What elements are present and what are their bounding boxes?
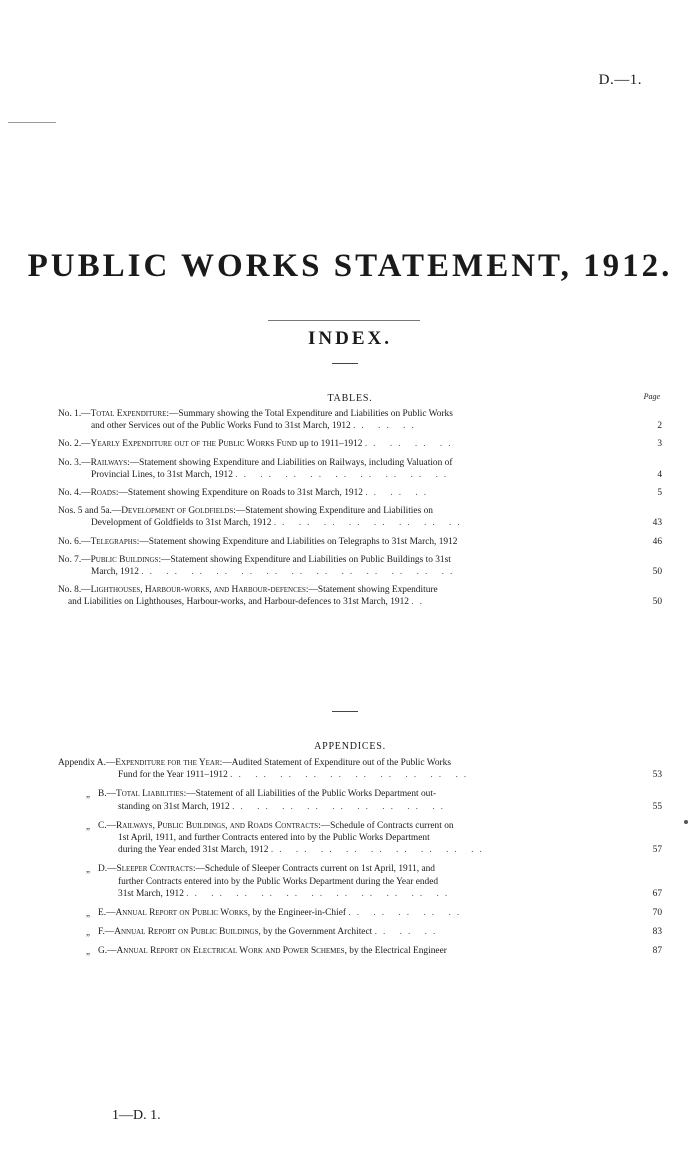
appendix-entry[interactable]: „ C.—Railways, Public Buildings, and Roads Contracts:—Schedule of Contracts current on 1st April, 1911, and further Contracts entered into by the Public Works Department during the Year ended 31st March, 1912 .. .. .. .. .. .. .. .. .. 57 bbox=[86, 820, 662, 856]
margin-mark: „ bbox=[86, 908, 90, 919]
table-entry[interactable]: No. 2.—Yearly Expenditure out of the Public Works Fund up to 1911–1912 .. .. .. .. 3 bbox=[58, 439, 662, 450]
margin-mark: „ bbox=[86, 864, 90, 875]
title-divider bbox=[268, 320, 420, 321]
entry-page-number: 67 bbox=[652, 888, 662, 899]
table-entry[interactable]: No. 8.—Lighthouses, Harbour-works, and Harbour-defences:—Statement showing Expenditure and Liabilities on Lighthouses, Harbour-works, and Harbour-defences to 31st March, 1912 .. 50 bbox=[58, 585, 662, 608]
entry-page-number: 50 bbox=[652, 567, 662, 578]
margin-mark: „ bbox=[86, 820, 90, 831]
table-entry[interactable]: No. 4.—Roads:—Statement showing Expenditure on Roads to 31st March, 1912 .. .. .. 5 bbox=[58, 488, 662, 499]
page-reference: D.—1. bbox=[598, 72, 642, 88]
entry-page-number: 55 bbox=[652, 801, 662, 812]
table-entry[interactable]: No. 1.—Total Expenditure:—Summary showing the Total Expenditure and Liabilities on Public Works and other Services out of the Public Works Fund to 31st March, 1912 .. .. .. 2 bbox=[58, 409, 662, 432]
scan-mark-left bbox=[8, 122, 56, 123]
entry-page-number: 83 bbox=[652, 927, 662, 938]
entry-page-number: 4 bbox=[657, 469, 662, 480]
appendix-entry[interactable]: „ F.—Annual Report on Public Buildings, by the Government Architect .. .. .. 83 bbox=[86, 927, 662, 938]
table-entry[interactable]: No. 7.—Public Buildings:—Statement showing Expenditure and Liabilities on Public Buildings to 31st March, 1912 .. .. .. .. .. .. .. .. .. .. .. .. .. 50 bbox=[58, 554, 662, 578]
scan-dot-right bbox=[684, 820, 688, 824]
appendix-entry[interactable]: „ G.—Annual Report on Electrical Work and Power Schemes, by the Electrical Engineer 87 bbox=[86, 946, 662, 957]
entry-page-number: 50 bbox=[652, 597, 662, 608]
page-column-label: Page bbox=[643, 392, 660, 401]
document-title: PUBLIC WORKS STATEMENT, 1912. bbox=[27, 248, 673, 284]
index-heading: INDEX. bbox=[308, 328, 392, 349]
table-entry[interactable]: Nos. 5 and 5a.—Development of Goldfields:—Statement showing Expenditure and Liabilities on Development of Goldfields to 31st March, 1912 .. .. .. .. .. .. .. .. 43 bbox=[58, 506, 662, 529]
appendices-list bbox=[58, 757, 662, 965]
appendix-entry[interactable]: „ E.—Annual Report on Public Works, by the Engineer-in-Chief .. .. .. .. .. 70 bbox=[86, 908, 662, 919]
tables-heading: TABLES. bbox=[327, 393, 373, 404]
margin-mark: „ bbox=[86, 946, 90, 957]
appendix-entry[interactable]: „ D.—Sleeper Contracts:—Schedule of Sleeper Contracts current on 1st April, 1911, and further Contracts entered into by the Public Works Department during the Year ended 31st March, 1912 .. .. .. .. .. .. .. .. .. .. .. 67 bbox=[86, 864, 662, 899]
entry-page-number: 5 bbox=[657, 488, 662, 499]
entry-page-number: 87 bbox=[652, 946, 662, 957]
appendices-rule bbox=[332, 711, 358, 712]
margin-mark: „ bbox=[86, 927, 90, 938]
entry-page-number: 70 bbox=[652, 908, 662, 919]
entry-page-number: 3 bbox=[657, 439, 662, 450]
table-entry[interactable]: No. 6.—Telegraphs:—Statement showing Expenditure and Liabilities on Telegraphs to 31st March, 1912 46 bbox=[58, 536, 662, 547]
footer-reference: 1—D. 1. bbox=[112, 1108, 161, 1123]
index-rule bbox=[332, 363, 358, 364]
appendix-entry[interactable]: „ B.—Total Liabilities:—Statement of all Liabilities of the Public Works Department out- standing on 31st March, 1912 .. .. .. .. .. .. .. .. .. 55 bbox=[86, 789, 662, 812]
entry-page-number: 46 bbox=[652, 536, 662, 547]
appendices-heading: APPENDICES. bbox=[314, 741, 386, 752]
tables-list bbox=[58, 408, 662, 615]
entry-page-number: 57 bbox=[652, 845, 662, 856]
table-entry[interactable]: No. 3.—Railways:—Statement showing Expenditure and Liabilities on Railways, including Valuation of Provincial Lines, to 31st March, 1912 .. .. .. .. .. .. .. .. .. 4 bbox=[58, 457, 662, 480]
entry-page-number: 53 bbox=[652, 770, 662, 781]
appendix-entry[interactable]: Appendix A.—Expenditure for the Year:—Audited Statement of Expenditure out of the Public Works Fund for the Year 1911–1912 .. .. .. .. .. .. .. .. .. .. 53 bbox=[58, 758, 662, 781]
entry-page-number: 2 bbox=[657, 421, 662, 432]
margin-mark: „ bbox=[86, 789, 90, 800]
entry-page-number: 43 bbox=[652, 518, 662, 529]
